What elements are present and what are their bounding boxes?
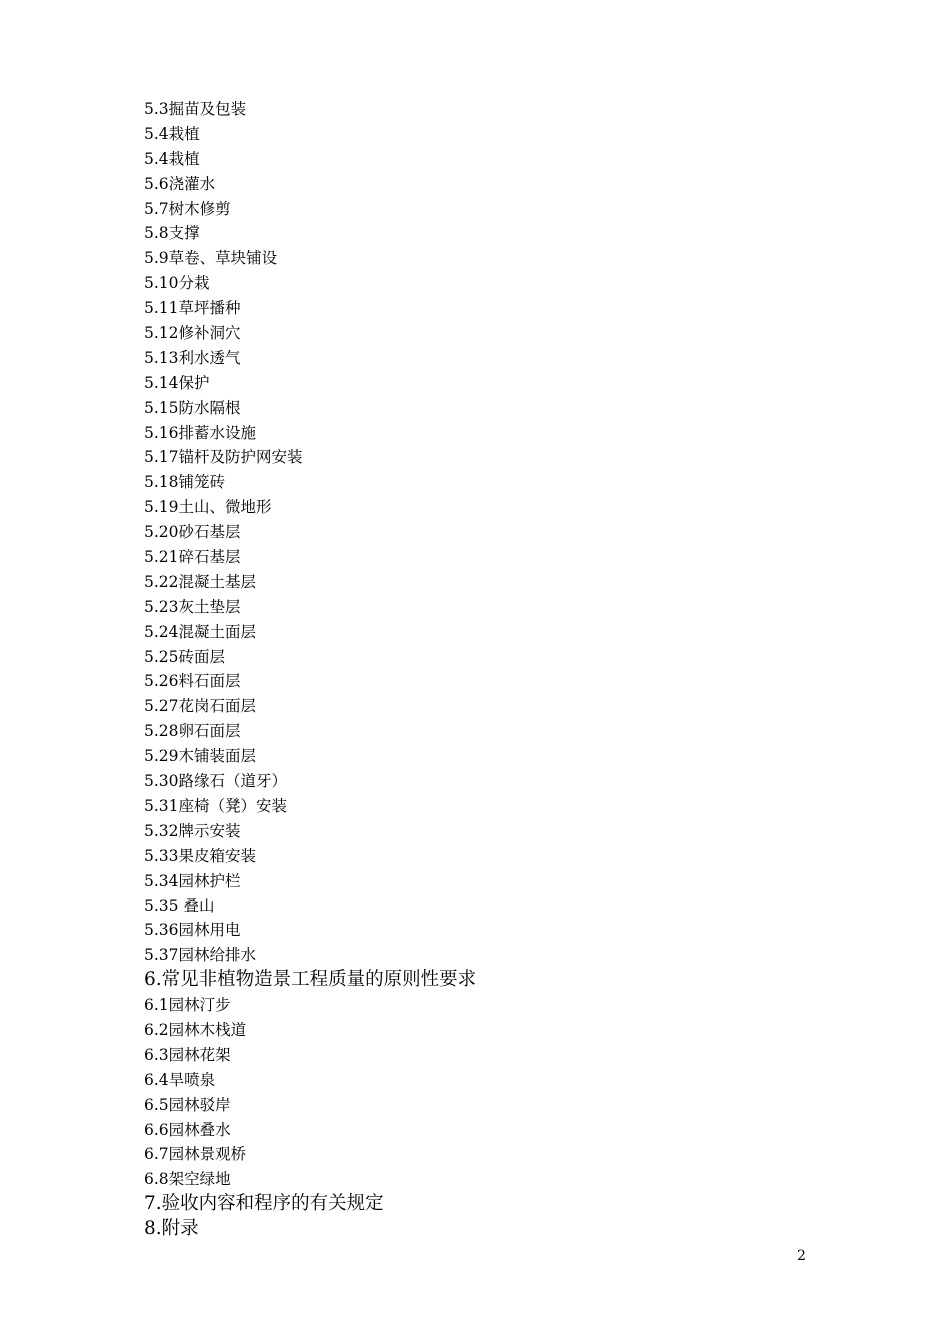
table-of-contents	[144, 97, 476, 1242]
toc-entry: 5.24混凝土面层	[144, 622, 257, 641]
toc-entry: 5.9草卷、草块铺设	[144, 249, 278, 268]
toc-entry: 5.30路缘石（道牙）	[144, 772, 288, 791]
toc-entry: 5.21碎石基层	[144, 548, 241, 567]
toc-entry: 5.33果皮箱安装	[144, 846, 257, 865]
toc-entry: 5.15防水隔根	[144, 398, 241, 417]
toc-entry: 6.8架空绿地	[144, 1170, 231, 1189]
toc-section-heading: 6.常见非植物造景工程质量的原则性要求	[144, 969, 477, 991]
toc-entry: 5.14保护	[144, 373, 210, 392]
toc-entry: 6.2园林木栈道	[144, 1020, 247, 1039]
toc-entry: 6.3园林花架	[144, 1045, 231, 1064]
toc-entry: 5.28卵石面层	[144, 722, 241, 741]
toc-entry: 5.4栽植	[144, 124, 200, 143]
toc-section-heading: 8.附录	[144, 1218, 199, 1240]
toc-entry: 5.7树木修剪	[144, 199, 231, 218]
toc-entry: 5.35 叠山	[144, 896, 215, 915]
toc-entry: 5.23灰土垫层	[144, 597, 241, 616]
page-number: 2	[797, 1248, 806, 1264]
toc-entry: 5.12修补洞穴	[144, 324, 241, 343]
toc-entry: 5.17锚杆及防护网安装	[144, 448, 303, 467]
toc-entry: 6.1园林汀步	[144, 996, 231, 1015]
toc-entry: 5.18铺笼砖	[144, 473, 226, 492]
toc-entry: 5.32牌示安装	[144, 821, 241, 840]
toc-entry: 5.22混凝土基层	[144, 572, 257, 591]
toc-entry: 5.25砖面层	[144, 647, 226, 666]
toc-entry: 5.29木铺装面层	[144, 747, 257, 766]
toc-entry: 5.27花岗石面层	[144, 697, 257, 716]
toc-entry: 6.5园林驳岸	[144, 1095, 231, 1114]
toc-entry: 5.13利水透气	[144, 348, 241, 367]
toc-entry: 5.36园林用电	[144, 921, 241, 940]
toc-entry: 6.6园林叠水	[144, 1120, 231, 1139]
toc-entry: 5.11草坪播种	[144, 299, 241, 318]
toc-entry: 6.7园林景观桥	[144, 1145, 247, 1164]
toc-entry: 5.16排蓄水设施	[144, 423, 257, 442]
toc-entry: 5.37园林给排水	[144, 946, 257, 965]
toc-entry: 5.6浇灌水	[144, 174, 216, 193]
toc-section-heading: 7.验收内容和程序的有关规定	[144, 1193, 384, 1215]
toc-entry: 5.19土山、微地形	[144, 498, 272, 517]
toc-entry: 6.4旱喷泉	[144, 1070, 216, 1089]
toc-entry: 5.20砂石基层	[144, 523, 241, 542]
toc-entry: 5.34园林护栏	[144, 871, 241, 890]
toc-entry: 5.26料石面层	[144, 672, 241, 691]
toc-entry: 5.31座椅（凳）安装	[144, 796, 288, 815]
toc-entry: 5.10分栽	[144, 274, 210, 293]
toc-entry: 5.4栽植	[144, 149, 200, 168]
toc-entry: 5.8支撑	[144, 224, 200, 243]
toc-entry: 5.3掘苗及包装	[144, 100, 247, 118]
